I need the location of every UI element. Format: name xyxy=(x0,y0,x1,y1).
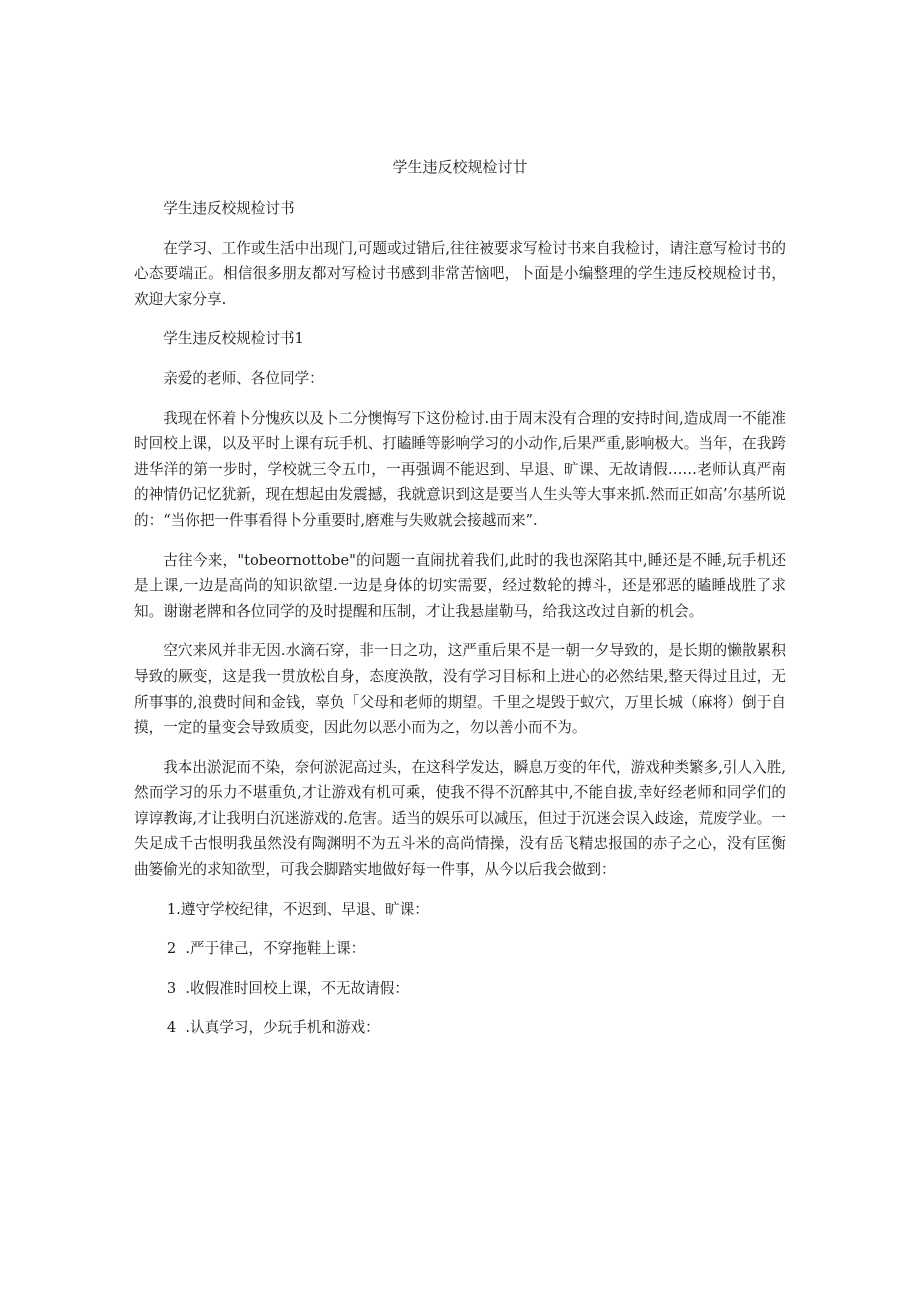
body-paragraph: 我现在怀着卜分愧疚以及卜二分懊悔写下这份检讨.由于周末没有合理的安持时间,造成周一不能准时回校上课，以及平时上课有玩手机、打瞌睡等影响学习的小动作,后果严重,影响极大。当年，在我跨进华洋的第一步时，学校就三令五巾，一再强调不能迟到、早退、旷课、无故请假……老师认真严南的神情仍记忆犹新，现在想起由发震撼，我就意识到这是要当人生头等大事来抓.然而正如高’尔基所说的：“当你把一件事看得卜分重要时,磨难与失败就会接越而来”. xyxy=(134,409,786,529)
list-item: 1.遵守学校纪律，不迟到、早退、旷课： xyxy=(166,900,429,918)
subtitle: 学生违反校规检讨书 xyxy=(163,200,295,217)
body-paragraph: 空穴来风并非无因.水滴石穿，非一日之功，这严重后果不是一朝一夕导致的，是长期的懒散累积导致的厥变，这是我一贯放松自身，态度涣散，没有学习目标和上进心的必然结果,整天得过且过，无所事事的,浪费时间和金钱，辜负「父母和老师的期望。千里之堤毁于蚁穴，万里长城（麻将）倒于自摸，一定的量变会导致质变，因此勿以恶小而为之，勿以善小而不为。 xyxy=(134,642,786,737)
body-paragraph: 古往今来，"tobeornottobe"的问题一直闹扰着我们,此时的我也深陷其中,睡还是不睡,玩手机还是上课,一边是高尚的知识欲望.一边是身体的切实需要，经过数轮的搏斗，还是邪恶的瞌睡战胜了求知。谢谢老牌和各位同学的及时提醒和压制，才让我悬崖勒马，给我这改过自新的机会。 xyxy=(134,551,786,620)
list-item: 4 .认真学习，少玩手机和游戏： xyxy=(166,1019,380,1037)
body-paragraph: 我本出淤泥而不染，奈何淤泥高过头，在这科学发达，瞬息万变的年代，游戏种类繁多,引人入胜,然而学习的乐力不堪重负,才让游戏有机可乘，使我不得不沉醉其中,不能自拔,幸好经老师和同学们的谆谆教诲,才让我明白沉迷游戏的.危害。适当的娱乐可以减压，但过于沉迷会误入歧途，荒废学业。一失足成千古恨明我虽然没有陶渊明不为五斗米的高尚情操，没有岳飞精忠报国的赤子之心，没有匡衡曲篓偷光的求知欲型，可我会脚踏实地做好每一件事，从今以后我会做到： xyxy=(134,758,786,879)
document-title: 学生违反校规检讨廿 xyxy=(392,158,528,176)
section-heading: 学生违反校规检讨书1 xyxy=(163,330,304,348)
document-body xyxy=(134,196,786,1055)
list-item: 2 .严于律己，不穿拖鞋上课： xyxy=(166,940,366,958)
intro-paragraph: 在学习、工作或生活中出现门,可题或过错后,往往被要求写检讨书来自我检讨，请注意写检讨书的心态要端正。相信很多朋友都对写检讨书感到非常苦恼吧，卜面是小编整理的学生违反校规检讨书，欢迎大家分享. xyxy=(134,239,786,308)
salutation: 亲爱的老师、各位同学： xyxy=(163,369,324,387)
list-item: 3 .收假准时回校上课，不无故请假： xyxy=(166,979,409,997)
